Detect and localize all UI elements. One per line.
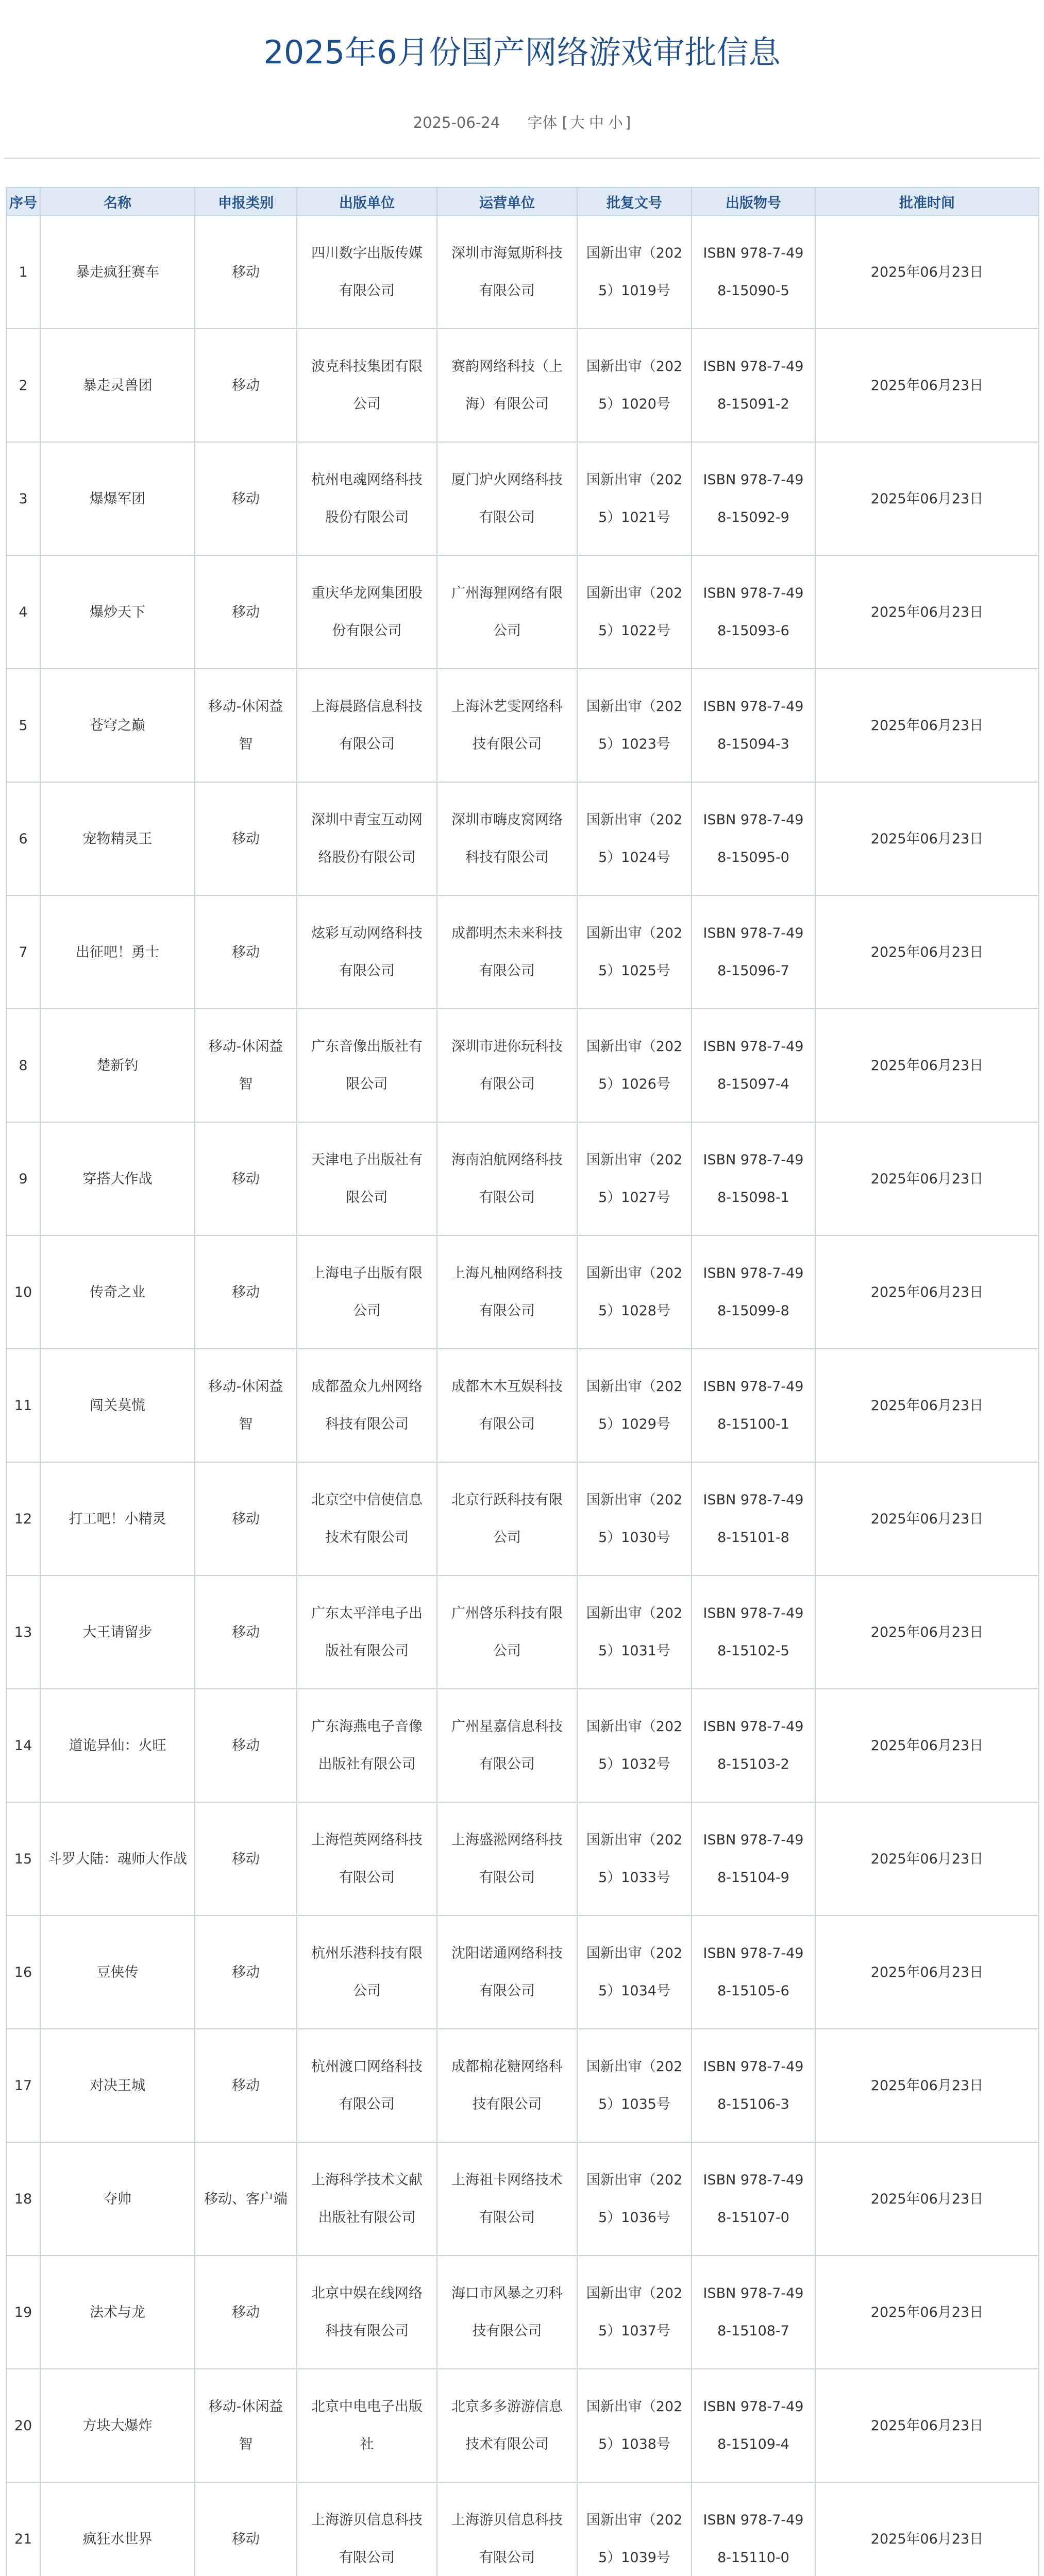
cell-operator: 深圳市海氪斯科技有限公司 — [437, 215, 577, 329]
cell-no: 18 — [6, 2142, 40, 2256]
cell-approval-date: 2025年06月23日 — [815, 1689, 1039, 1802]
table-row — [6, 329, 1039, 442]
cell-name: 楚新钓 — [40, 1009, 195, 1122]
cell-isbn: ISBN 978-7-498-15094-3 — [692, 669, 815, 782]
cell-operator: 成都棉花糖网络科技有限公司 — [437, 2029, 577, 2142]
cell-operator: 厦门炉火网络科技有限公司 — [437, 442, 577, 555]
cell-category: 移动 — [195, 1575, 297, 1689]
cell-name: 苍穹之巅 — [40, 669, 195, 782]
cell-approval-date: 2025年06月23日 — [815, 555, 1039, 669]
table-row — [6, 1575, 1039, 1689]
table-row — [6, 442, 1039, 555]
cell-isbn: ISBN 978-7-498-15109-4 — [692, 2369, 815, 2482]
cell-name: 宠物精灵王 — [40, 782, 195, 895]
cell-approval-number: 国新出审（2025）1020号 — [577, 329, 692, 442]
cell-no: 9 — [6, 1122, 40, 1235]
header-isbn: 出版物号 — [692, 188, 815, 215]
cell-approval-date: 2025年06月23日 — [815, 329, 1039, 442]
cell-approval-date: 2025年06月23日 — [815, 2369, 1039, 2482]
cell-publisher: 广东太平洋电子出版社有限公司 — [297, 1575, 437, 1689]
cell-no: 2 — [6, 329, 40, 442]
cell-category: 移动-休闲益智 — [195, 1349, 297, 1462]
header-divider — [4, 158, 1040, 159]
cell-operator: 成都木木互娱科技有限公司 — [437, 1349, 577, 1462]
cell-name: 大王请留步 — [40, 1575, 195, 1689]
cell-isbn: ISBN 978-7-498-15096-7 — [692, 895, 815, 1009]
cell-operator: 广州星嘉信息科技有限公司 — [437, 1689, 577, 1802]
cell-approval-number: 国新出审（2025）1019号 — [577, 215, 692, 329]
cell-name: 穿搭大作战 — [40, 1122, 195, 1235]
cell-approval-number: 国新出审（2025）1029号 — [577, 1349, 692, 1462]
cell-approval-number: 国新出审（2025）1030号 — [577, 1462, 692, 1575]
cell-publisher: 波克科技集团有限公司 — [297, 329, 437, 442]
cell-no: 14 — [6, 1689, 40, 1802]
font-size-large-button[interactable]: 大 — [569, 114, 585, 131]
table-row — [6, 895, 1039, 1009]
cell-operator: 深圳市嗨皮窝网络科技有限公司 — [437, 782, 577, 895]
cell-no: 16 — [6, 1916, 40, 2029]
cell-approval-number: 国新出审（2025）1033号 — [577, 1802, 692, 1916]
cell-name: 爆爆军团 — [40, 442, 195, 555]
cell-isbn: ISBN 978-7-498-15093-6 — [692, 555, 815, 669]
cell-category: 移动 — [195, 1462, 297, 1575]
cell-no: 4 — [6, 555, 40, 669]
cell-name: 方块大爆炸 — [40, 2369, 195, 2482]
cell-isbn: ISBN 978-7-498-15102-5 — [692, 1575, 815, 1689]
cell-isbn: ISBN 978-7-498-15110-0 — [692, 2482, 815, 2576]
cell-approval-date: 2025年06月23日 — [815, 669, 1039, 782]
cell-publisher: 成都盈众九州网络科技有限公司 — [297, 1349, 437, 1462]
cell-no: 15 — [6, 1802, 40, 1916]
cell-approval-number: 国新出审（2025）1028号 — [577, 1235, 692, 1349]
cell-no: 8 — [6, 1009, 40, 1122]
cell-publisher: 重庆华龙网集团股份有限公司 — [297, 555, 437, 669]
table-row — [6, 2256, 1039, 2369]
cell-approval-date: 2025年06月23日 — [815, 1575, 1039, 1689]
cell-publisher: 北京中娱在线网络科技有限公司 — [297, 2256, 437, 2369]
cell-isbn: ISBN 978-7-498-15090-5 — [692, 215, 815, 329]
cell-approval-date: 2025年06月23日 — [815, 1009, 1039, 1122]
table-row — [6, 669, 1039, 782]
cell-isbn: ISBN 978-7-498-15106-3 — [692, 2029, 815, 2142]
table-row — [6, 1009, 1039, 1122]
cell-publisher: 上海恺英网络科技有限公司 — [297, 1802, 437, 1916]
cell-no: 12 — [6, 1462, 40, 1575]
table-row — [6, 1235, 1039, 1349]
header-no: 序号 — [6, 188, 40, 215]
cell-approval-number: 国新出审（2025）1034号 — [577, 1916, 692, 2029]
cell-name: 暴走灵兽团 — [40, 329, 195, 442]
cell-category: 移动 — [195, 1235, 297, 1349]
cell-publisher: 炫彩互动网络科技有限公司 — [297, 895, 437, 1009]
table-row — [6, 782, 1039, 895]
header-category: 申报类别 — [195, 188, 297, 215]
cell-publisher: 北京中电电子出版社 — [297, 2369, 437, 2482]
cell-no: 17 — [6, 2029, 40, 2142]
table-header-row — [6, 188, 1039, 215]
cell-name: 斗罗大陆：魂师大作战 — [40, 1802, 195, 1916]
cell-approval-date: 2025年06月23日 — [815, 215, 1039, 329]
cell-operator: 海口市风暴之刃科技有限公司 — [437, 2256, 577, 2369]
header-approval-date: 批准时间 — [815, 188, 1039, 215]
cell-category: 移动 — [195, 442, 297, 555]
cell-approval-number: 国新出审（2025）1035号 — [577, 2029, 692, 2142]
cell-no: 5 — [6, 669, 40, 782]
cell-category: 移动 — [195, 1689, 297, 1802]
cell-category: 移动 — [195, 329, 297, 442]
cell-category: 移动 — [195, 555, 297, 669]
cell-name: 夺帅 — [40, 2142, 195, 2256]
cell-isbn: ISBN 978-7-498-15099-8 — [692, 1235, 815, 1349]
cell-operator: 上海盛淞网络科技有限公司 — [437, 1802, 577, 1916]
table-row — [6, 2142, 1039, 2256]
table-row — [6, 2029, 1039, 2142]
cell-operator: 上海祖卡网络技术有限公司 — [437, 2142, 577, 2256]
cell-no: 1 — [6, 215, 40, 329]
cell-publisher: 上海科学技术文献出版社有限公司 — [297, 2142, 437, 2256]
cell-isbn: ISBN 978-7-498-15104-9 — [692, 1802, 815, 1916]
cell-approval-number: 国新出审（2025）1022号 — [577, 555, 692, 669]
cell-isbn: ISBN 978-7-498-15091-2 — [692, 329, 815, 442]
cell-operator: 海南泊航网络科技有限公司 — [437, 1122, 577, 1235]
cell-approval-date: 2025年06月23日 — [815, 1235, 1039, 1349]
cell-no: 11 — [6, 1349, 40, 1462]
cell-approval-number: 国新出审（2025）1037号 — [577, 2256, 692, 2369]
table-row — [6, 2369, 1039, 2482]
cell-approval-number: 国新出审（2025）1023号 — [577, 669, 692, 782]
table-row — [6, 1349, 1039, 1462]
cell-approval-number: 国新出审（2025）1036号 — [577, 2142, 692, 2256]
cell-isbn: ISBN 978-7-498-15092-9 — [692, 442, 815, 555]
cell-approval-date: 2025年06月23日 — [815, 1462, 1039, 1575]
cell-approval-number: 国新出审（2025）1039号 — [577, 2482, 692, 2576]
publish-date: 2025-06-24 — [413, 114, 500, 131]
cell-category: 移动-休闲益智 — [195, 669, 297, 782]
cell-publisher: 杭州电魂网络科技股份有限公司 — [297, 442, 437, 555]
header-operator: 运营单位 — [437, 188, 577, 215]
cell-name: 出征吧！勇士 — [40, 895, 195, 1009]
cell-name: 对决王城 — [40, 2029, 195, 2142]
table-row — [6, 1916, 1039, 2029]
cell-category: 移动 — [195, 895, 297, 1009]
page-title: 2025年6月份国产网络游戏审批信息 — [263, 33, 781, 71]
cell-approval-number: 国新出审（2025）1031号 — [577, 1575, 692, 1689]
cell-category: 移动 — [195, 1122, 297, 1235]
cell-no: 6 — [6, 782, 40, 895]
cell-category: 移动-休闲益智 — [195, 2369, 297, 2482]
cell-approval-date: 2025年06月23日 — [815, 2029, 1039, 2142]
cell-category: 移动 — [195, 2029, 297, 2142]
table-row — [6, 1122, 1039, 1235]
cell-publisher: 杭州渡口网络科技有限公司 — [297, 2029, 437, 2142]
font-size-label: 字体 — [527, 114, 558, 131]
cell-isbn: ISBN 978-7-498-15095-0 — [692, 782, 815, 895]
cell-approval-date: 2025年06月23日 — [815, 1802, 1039, 1916]
cell-approval-date: 2025年06月23日 — [815, 2256, 1039, 2369]
cell-name: 打工吧！小精灵 — [40, 1462, 195, 1575]
table-row — [6, 1462, 1039, 1575]
cell-approval-date: 2025年06月23日 — [815, 2142, 1039, 2256]
cell-category: 移动 — [195, 215, 297, 329]
cell-publisher: 北京空中信使信息技术有限公司 — [297, 1462, 437, 1575]
cell-isbn: ISBN 978-7-498-15097-4 — [692, 1009, 815, 1122]
cell-category: 移动 — [195, 1916, 297, 2029]
table-row — [6, 215, 1039, 329]
table-row — [6, 555, 1039, 669]
cell-no: 10 — [6, 1235, 40, 1349]
cell-publisher: 四川数字出版传媒有限公司 — [297, 215, 437, 329]
cell-category: 移动-休闲益智 — [195, 1009, 297, 1122]
cell-no: 20 — [6, 2369, 40, 2482]
cell-no: 3 — [6, 442, 40, 555]
cell-name: 爆炒天下 — [40, 555, 195, 669]
cell-approval-date: 2025年06月23日 — [815, 895, 1039, 1009]
cell-publisher: 广东海燕电子音像出版社有限公司 — [297, 1689, 437, 1802]
article-meta — [0, 111, 1044, 132]
cell-approval-number: 国新出审（2025）1038号 — [577, 2369, 692, 2482]
cell-approval-number: 国新出审（2025）1027号 — [577, 1122, 692, 1235]
cell-isbn: ISBN 978-7-498-15105-6 — [692, 1916, 815, 2029]
cell-publisher: 上海游贝信息科技有限公司 — [297, 2482, 437, 2576]
cell-approval-number: 国新出审（2025）1025号 — [577, 895, 692, 1009]
cell-approval-number: 国新出审（2025）1032号 — [577, 1689, 692, 1802]
cell-operator: 广州海狸网络有限公司 — [437, 555, 577, 669]
font-size-bracket-close: ] — [625, 114, 631, 131]
cell-approval-number: 国新出审（2025）1026号 — [577, 1009, 692, 1122]
cell-approval-date: 2025年06月23日 — [815, 1349, 1039, 1462]
cell-operator: 广州啓乐科技有限公司 — [437, 1575, 577, 1689]
table-row — [6, 2482, 1039, 2576]
cell-operator: 上海凡柚网络科技有限公司 — [437, 1235, 577, 1349]
cell-operator: 上海游贝信息科技有限公司 — [437, 2482, 577, 2576]
cell-no: 21 — [6, 2482, 40, 2576]
cell-no: 19 — [6, 2256, 40, 2369]
cell-no: 7 — [6, 895, 40, 1009]
cell-operator: 赛韵网络科技（上海）有限公司 — [437, 329, 577, 442]
cell-category: 移动、客户端 — [195, 2142, 297, 2256]
header-publisher: 出版单位 — [297, 188, 437, 215]
cell-name: 道诡异仙：火旺 — [40, 1689, 195, 1802]
cell-publisher: 天津电子出版社有限公司 — [297, 1122, 437, 1235]
cell-isbn: ISBN 978-7-498-15103-2 — [692, 1689, 815, 1802]
table-row — [6, 1689, 1039, 1802]
cell-name: 法术与龙 — [40, 2256, 195, 2369]
cell-publisher: 杭州乐港科技有限公司 — [297, 1916, 437, 2029]
cell-approval-number: 国新出审（2025）1024号 — [577, 782, 692, 895]
cell-approval-number: 国新出审（2025）1021号 — [577, 442, 692, 555]
cell-approval-date: 2025年06月23日 — [815, 442, 1039, 555]
table-body — [6, 215, 1039, 2576]
cell-name: 暴走疯狂赛车 — [40, 215, 195, 329]
cell-name: 豆侠传 — [40, 1916, 195, 2029]
table-row — [6, 1802, 1039, 1916]
cell-approval-date: 2025年06月23日 — [815, 1916, 1039, 2029]
cell-publisher: 上海电子出版有限公司 — [297, 1235, 437, 1349]
cell-isbn: ISBN 978-7-498-15100-1 — [692, 1349, 815, 1462]
font-size-bracket-open: [ — [562, 114, 568, 131]
cell-no: 13 — [6, 1575, 40, 1689]
cell-approval-date: 2025年06月23日 — [815, 782, 1039, 895]
cell-category: 移动 — [195, 1802, 297, 1916]
cell-name: 疯狂水世界 — [40, 2482, 195, 2576]
header-approval-number: 批复文号 — [577, 188, 692, 215]
cell-operator: 上海沐艺雯网络科技有限公司 — [437, 669, 577, 782]
cell-operator: 深圳市进你玩科技有限公司 — [437, 1009, 577, 1122]
cell-category: 移动 — [195, 782, 297, 895]
cell-operator: 北京多多游游信息技术有限公司 — [437, 2369, 577, 2482]
cell-isbn: ISBN 978-7-498-15098-1 — [692, 1122, 815, 1235]
approval-table — [6, 187, 1039, 2576]
cell-category: 移动 — [195, 2482, 297, 2576]
font-size-small-button[interactable]: 小 — [608, 114, 624, 131]
cell-isbn: ISBN 978-7-498-15107-0 — [692, 2142, 815, 2256]
cell-operator: 北京行跃科技有限公司 — [437, 1462, 577, 1575]
font-size-medium-button[interactable]: 中 — [588, 114, 604, 131]
cell-name: 传奇之业 — [40, 1235, 195, 1349]
cell-approval-date: 2025年06月23日 — [815, 2482, 1039, 2576]
header-name: 名称 — [40, 188, 195, 215]
cell-name: 闯关莫慌 — [40, 1349, 195, 1462]
cell-category: 移动 — [195, 2256, 297, 2369]
cell-isbn: ISBN 978-7-498-15101-8 — [692, 1462, 815, 1575]
cell-isbn: ISBN 978-7-498-15108-7 — [692, 2256, 815, 2369]
cell-operator: 沈阳诺通网络科技有限公司 — [437, 1916, 577, 2029]
cell-publisher: 广东音像出版社有限公司 — [297, 1009, 437, 1122]
cell-publisher: 深圳中青宝互动网络股份有限公司 — [297, 782, 437, 895]
cell-operator: 成都明杰未来科技有限公司 — [437, 895, 577, 1009]
cell-publisher: 上海晨路信息科技有限公司 — [297, 669, 437, 782]
cell-approval-date: 2025年06月23日 — [815, 1122, 1039, 1235]
